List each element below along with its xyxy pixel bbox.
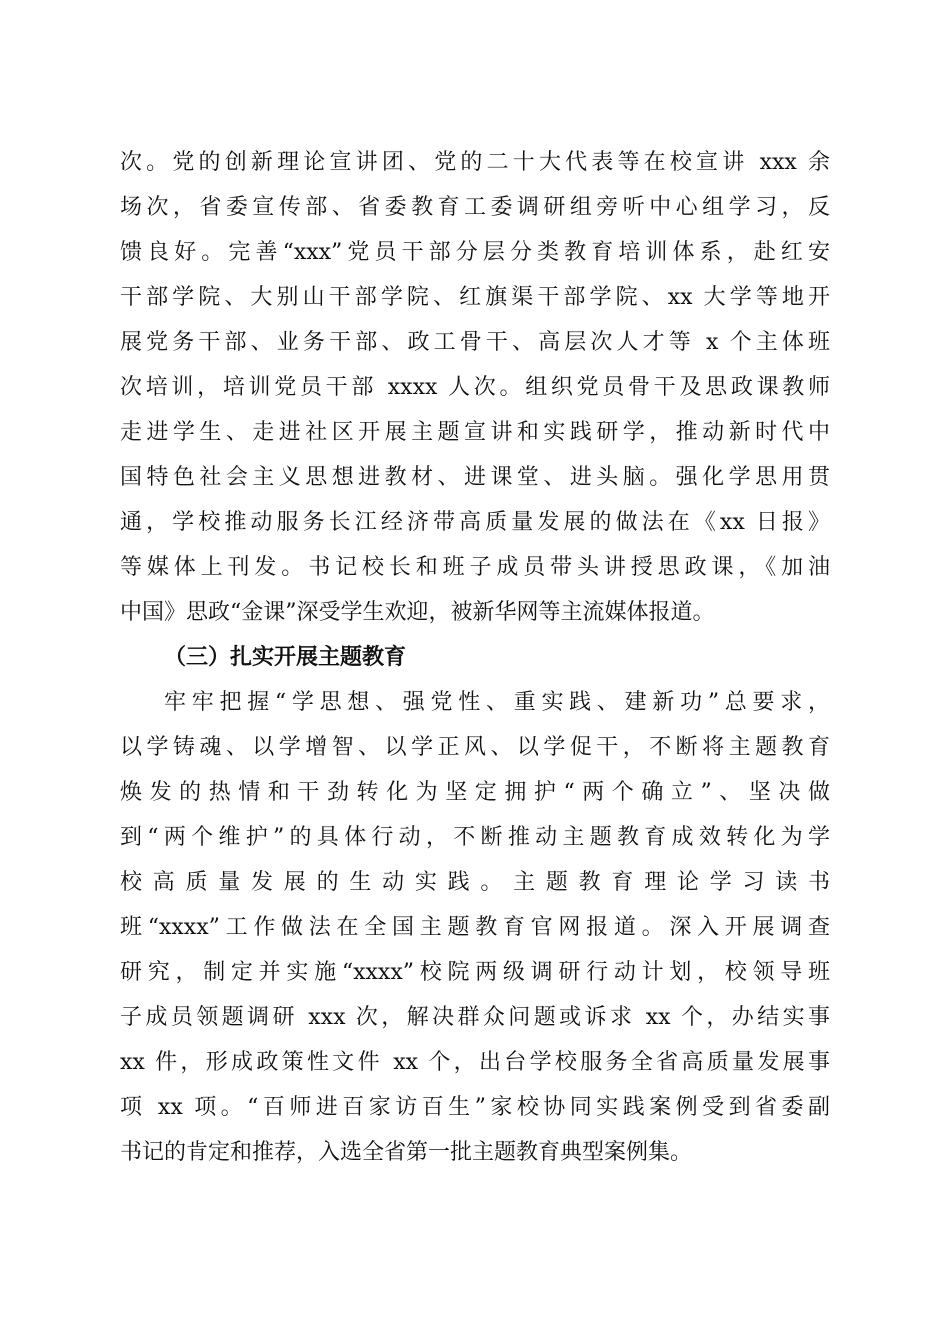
text-line: 等媒体上刊发。书记校长和班子成员带头讲授思政课，《加油 [120,555,830,580]
text-line: 研究，制定并实施“xxxx”校院两级调研行动计划，校领导班 [120,960,830,985]
text-line: 牢牢把握“学思想、强党性、重实践、建新功”总要求， [164,690,830,715]
text-line: 校 高 质 量 发 展 的 生 动 实 践 。 主 题 教 育 理 论 学 习 读 书 [120,870,830,895]
paragraph-2 [120,680,830,1175]
text-line: 干部学院、大别山干部学院、红旗渠干部学院、xx 大学等地开 [120,285,830,310]
document-body [120,140,830,1175]
text-line: xx 件，形成政策性文件 xx 个，出台学校服务全省高质量发展事 [120,1050,830,1075]
text-line: 子成员领题调研 xxx 次，解决群众问题或诉求 xx 个，办结实事 [120,1005,830,1030]
text-line: 次培训，培训党员干部 xxxx 人次。组织党员骨干及思政课教师 [120,375,830,400]
text-line: 走进学生、走进社区开展主题宣讲和实践研学，推动新时代中 [120,420,830,445]
text-line: 国特色社会主义思想进教材、进课堂、进头脑。强化学思用贯 [120,465,830,490]
text-line: 馈良好。完善“xxx”党员干部分层分类教育培训体系，赴红安 [120,240,830,265]
text-line: 场次，省委宣传部、省委教育工委调研组旁听中心组学习，反 [120,195,830,220]
text-line: 项 xx 项。“百师进百家访百生”家校协同实践案例受到省委副 [120,1095,830,1120]
text-line: 书记的肯定和推荐，入选全省第一批主题教育典型案例集。 [120,1140,693,1165]
text-line: 到“两个维护”的具体行动，不断推动主题教育成效转化为学 [120,825,830,850]
text-line: 班“xxxx”工作做法在全国主题教育官网报道。深入开展调查 [120,915,830,940]
text-line: 焕发的热情和干劲转化为坚定拥护“两个确立”、坚决做 [120,780,830,805]
section-heading: （三）扎实开展主题教育 [164,645,407,670]
text-line: 次。党的创新理论宣讲团、党的二十大代表等在校宣讲 xxx 余 [120,150,830,175]
text-line: 展党务干部、业务干部、政工骨干、高层次人才等 x 个主体班 [120,330,830,355]
paragraph-1 [120,140,830,635]
text-line: 中国》思政“金课”深受学生欢迎，被新华网等主流媒体报道。 [120,600,715,625]
text-line: 通，学校推动服务长江经济带高质量发展的做法在《xx 日报》 [120,510,830,535]
text-line: 以学铸魂、以学增智、以学正风、以学促干，不断将主题教育 [120,735,830,760]
